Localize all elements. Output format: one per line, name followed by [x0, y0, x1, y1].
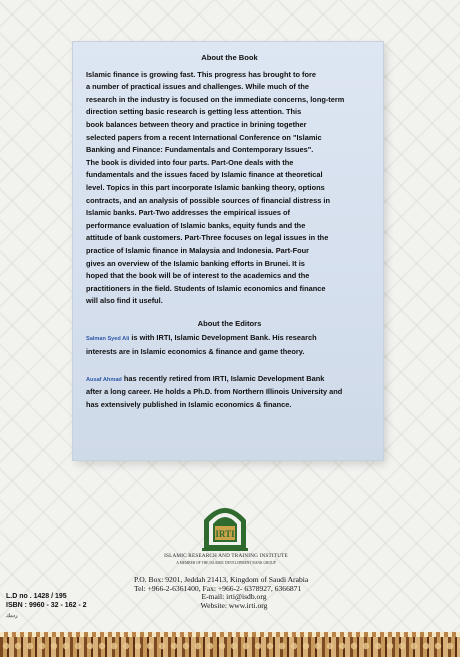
website-text: Website: www.irti.org — [200, 600, 268, 610]
editor-name: Ausaf Ahmad — [86, 376, 122, 383]
ld-number: L.D no . 1428 / 195 — [6, 593, 67, 600]
about-editors-heading: About the Editors — [197, 318, 262, 328]
about-book-line: Islamic banks. Part-Two addresses the empirical issues of — [86, 208, 291, 218]
editor-bio-line: has extensively published in Islamic economics & finance. — [86, 399, 292, 409]
about-book-heading: About the Book — [201, 53, 258, 62]
editor-bio-salman — [86, 332, 373, 358]
about-book-line: Islamic finance is growing fast. This progress has brought to fore — [86, 69, 316, 79]
about-book-line: Banking and Finance: Fundamentals and Contemporary Issues". — [86, 145, 314, 155]
about-book-line: gives an overview of the Islamic banking efforts in Brunei. It is — [86, 258, 305, 268]
ornamental-border — [0, 632, 460, 657]
about-book-line: book balances between theory and practice in brining together — [86, 119, 307, 129]
about-book-line: The book is divided into four parts. Part-One deals with the — [86, 157, 294, 167]
about-book-line: hoped that the book will be of interest to the academics and the — [86, 271, 310, 281]
phone-text: Tel: +966-2-6361400, Fax: +966-2- 6378927, 6366871 — [134, 583, 302, 593]
editor-bio-ausaf — [86, 373, 373, 412]
about-book-line: selected papers from a recent International Conference on "Islamic — [86, 132, 322, 142]
editor-bio-text: is with IRTI, Islamic Development Bank. His research — [129, 333, 317, 343]
about-book-line: practice of Islamic finance in Malaysia and Indonesia. Part-Four — [86, 245, 310, 255]
about-book-body — [86, 69, 373, 308]
irti-logo-icon — [200, 498, 250, 552]
about-book-line: attitude of bank customers. Part-Three focuses on legal issues in the — [86, 233, 329, 243]
isbn-number: ISBN : 9960 - 32 - 162 - 2 — [6, 602, 87, 609]
email-text: E-mail: irti@isdb.org — [201, 592, 267, 602]
address-text: P.O. Box: 9201, Jeddah 21413, Kingdom of Saudi Arabia — [134, 575, 309, 584]
editor-bio-line — [86, 332, 373, 346]
logo-text: IRTI — [215, 529, 235, 539]
institute-subtitle: A MEMBER OF THE ISLAMIC DEVELOPMENT BANK GROUP — [176, 561, 276, 565]
about-book-line: performance evaluation of Islamic banks, equity funds and the — [86, 220, 306, 230]
isbn-arabic-label: ردمك — [6, 613, 18, 619]
contact-block — [134, 576, 334, 610]
editor-name: Salman Syed Ali — [86, 336, 130, 343]
about-book-line: a number of practical issues and challenges. While much of the — [86, 82, 310, 92]
about-book-line: will also find it useful. — [86, 296, 163, 306]
editor-bio-text: has recently retired from IRTI, Islamic Development Bank — [121, 373, 325, 383]
about-book-line: level. Topics in this part incorporate Islamic banking theory, options — [86, 182, 325, 192]
about-book-line: practitioners in the field. Students of Islamic economics and finance — [86, 283, 326, 293]
about-book-line: contracts, and an analysis of possible sources of financial distress in — [86, 195, 330, 205]
institute-name: ISLAMIC RESEARCH AND TRAINING INSTITUTE — [164, 553, 288, 559]
about-book-line: direction setting basic research is getting less attention. This — [86, 107, 302, 117]
editor-bio-line: interests are in Islamic economics & finance and game theory. — [86, 347, 305, 357]
about-book-line: fundamentals and the issues faced by Islamic finance at theoretical — [86, 170, 323, 180]
legal-block — [6, 592, 87, 621]
editor-bio-line — [86, 373, 373, 387]
about-book-line: research in the industry is focused on the immediate concerns, long-term — [86, 94, 345, 104]
back-cover-text-panel — [73, 42, 383, 460]
editor-bio-line: after a long career. He holds a Ph.D. from Northern Illinois University and — [86, 387, 343, 397]
